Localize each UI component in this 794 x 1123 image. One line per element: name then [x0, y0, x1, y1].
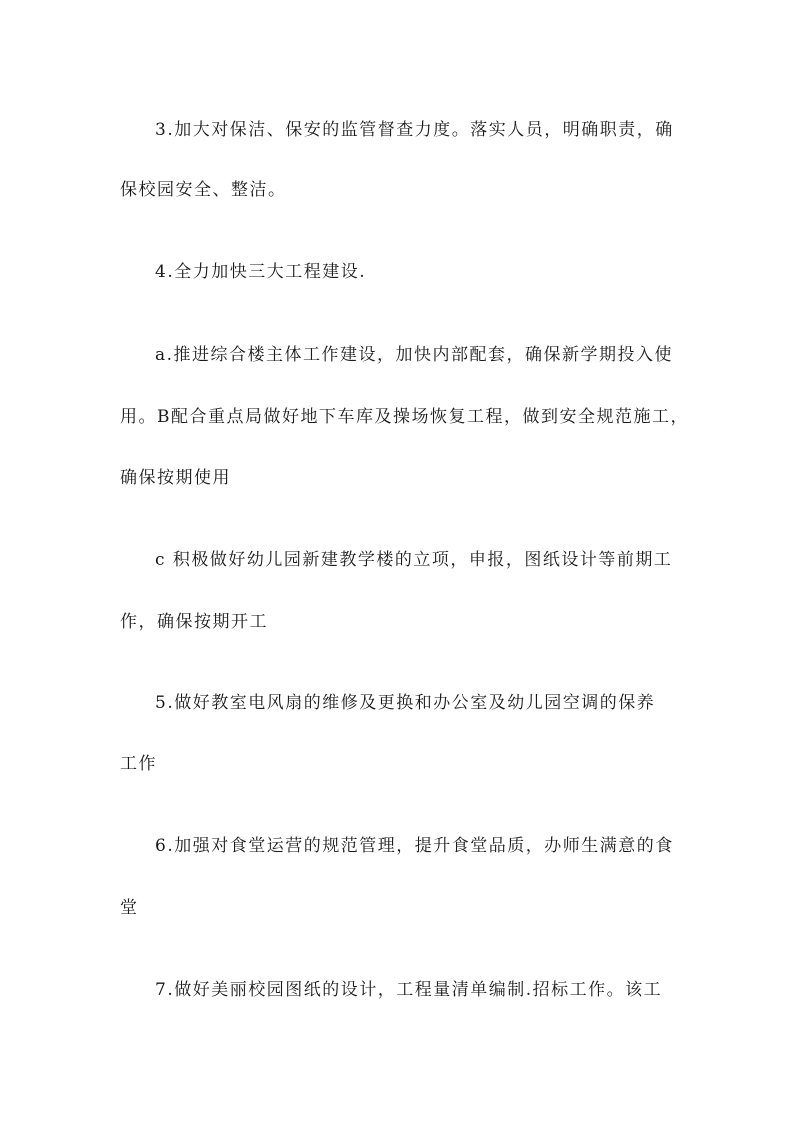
paragraph-3-line-1: 3.加大对保洁、保安的监管督查力度。落实人员，明确职责，确 — [155, 120, 674, 140]
paragraph-a-line-1: a.推进综合楼主体工作建设，加快内部配套，确保新学期投入使 — [155, 345, 674, 365]
paragraph-6-line-1: 6.加强对食堂运营的规范管理，提升食堂品质，办师生满意的食 — [155, 836, 674, 856]
paragraph-5-line-1: 5.做好教室电风扇的维修及更换和办公室及幼儿园空调的保养 — [155, 693, 656, 713]
paragraph-c-line-1: c 积极做好幼儿园新建教学楼的立项，申报，图纸设计等前期工 — [155, 550, 673, 570]
paragraph-5-line-2: 工作 — [120, 754, 157, 774]
paragraph-4-line-1: 4.全力加快三大工程建设. — [155, 262, 367, 282]
paragraph-a-line-3: 确保按期使用 — [120, 468, 231, 488]
paragraph-3-line-2: 保校园安全、整洁。 — [120, 180, 287, 200]
paragraph-7-line-1: 7.做好美丽校园图纸的设计，工程量清单编制.招标工作。该工 — [155, 980, 663, 1000]
paragraph-6-line-2: 堂 — [120, 898, 139, 918]
paragraph-c-line-2: 作，确保按期开工 — [120, 612, 268, 632]
paragraph-a-line-2: 用。B配合重点局做好地下车库及操场恢复工程，做到安全规范施工， — [120, 407, 689, 427]
